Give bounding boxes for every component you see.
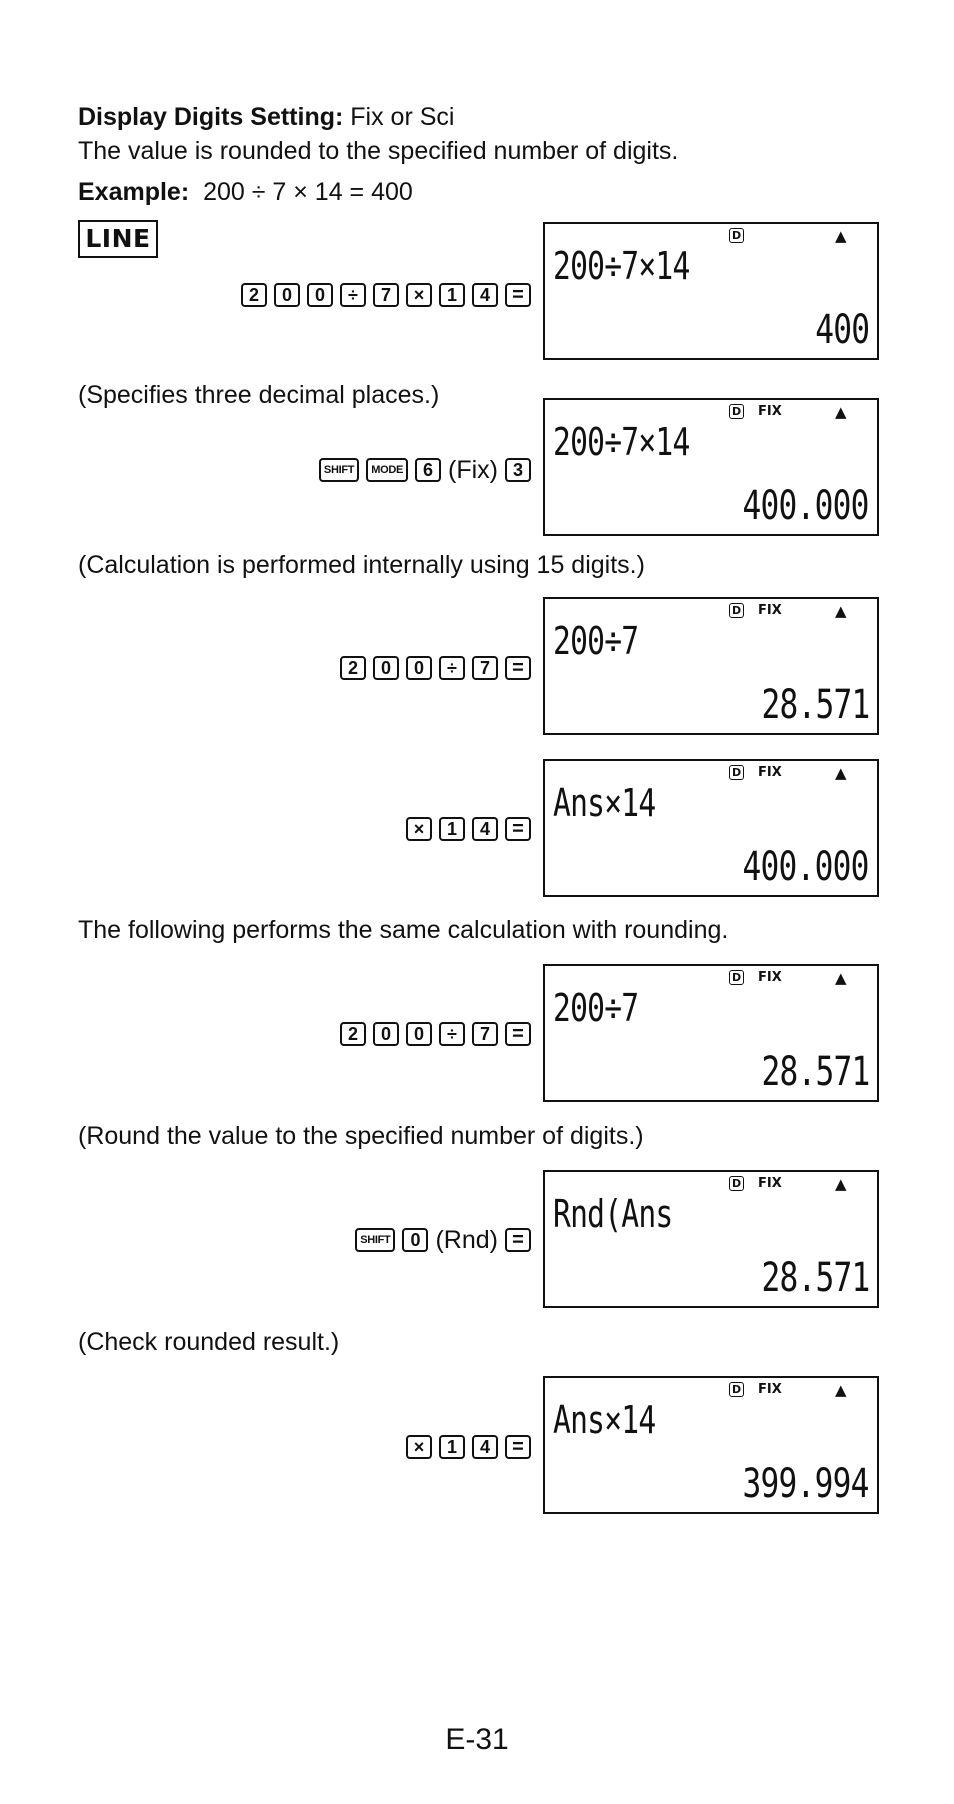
- key-sequence-7: [406, 1432, 531, 1462]
- screen-result: 400.000: [742, 844, 869, 890]
- key-4: 4: [472, 1435, 498, 1459]
- fix-indicator: FIX: [758, 1382, 782, 1397]
- up-arrow-icon: ▲: [835, 1381, 847, 1399]
- fix-indicator: FIX: [758, 1176, 782, 1191]
- key-4: 4: [472, 817, 498, 841]
- rnd-label: (Rnd): [435, 1225, 498, 1254]
- deg-indicator: D: [729, 765, 744, 780]
- example-line: [78, 177, 413, 207]
- key-0: 0: [406, 1022, 432, 1046]
- up-arrow-icon: ▲: [835, 969, 847, 987]
- fix-indicator: FIX: [758, 404, 782, 419]
- key-3: 3: [505, 458, 531, 482]
- up-arrow-icon: ▲: [835, 764, 847, 782]
- key-sequence-2: [319, 455, 531, 485]
- heading-label: Display Digits Setting:: [78, 103, 344, 131]
- key-equals: =: [505, 1022, 531, 1046]
- key-7: 7: [373, 283, 399, 307]
- key-equals: =: [505, 283, 531, 307]
- deg-indicator: D: [729, 970, 744, 985]
- screen-expression: Ans×14: [553, 781, 656, 825]
- fix-indicator: FIX: [758, 765, 782, 780]
- deg-indicator: D: [729, 1382, 744, 1397]
- screen-result: 28.571: [760, 1049, 869, 1095]
- key-7: 7: [472, 656, 498, 680]
- key-mode: MODE: [366, 458, 408, 482]
- key-7: 7: [472, 1022, 498, 1046]
- calc-screen-2: [543, 398, 879, 536]
- key-sequence-1: [241, 280, 531, 310]
- screen-expression: Rnd(Ans: [553, 1192, 673, 1236]
- key-0: 0: [274, 283, 300, 307]
- fix-label: (Fix): [448, 455, 498, 484]
- calc-screen-5: [543, 964, 879, 1102]
- page-number: E-31: [445, 1723, 509, 1756]
- screen-expression: 200÷7: [553, 619, 639, 663]
- screen-result: 400.000: [742, 483, 869, 529]
- key-2: 2: [340, 1022, 366, 1046]
- calc-screen-6: [543, 1170, 879, 1308]
- key-equals: =: [505, 1228, 531, 1252]
- screen-result: 399.994: [742, 1461, 869, 1507]
- heading-value: Fix or Sci: [350, 103, 455, 131]
- calc-screen-7: [543, 1376, 879, 1514]
- screen-result: 28.571: [760, 1255, 869, 1301]
- key-shift: SHIFT: [319, 458, 359, 482]
- key-0: 0: [406, 656, 432, 680]
- key-0: 0: [402, 1228, 428, 1252]
- key-equals: =: [505, 1435, 531, 1459]
- intro-text: The value is rounded to the specified number of digits.: [78, 137, 679, 165]
- key-sequence-3: [340, 653, 531, 683]
- calc-screen-4: [543, 759, 879, 897]
- line-mode-badge: LINE: [78, 220, 158, 258]
- key-divide: ÷: [439, 656, 465, 680]
- key-2: 2: [340, 656, 366, 680]
- screen-expression: 200÷7: [553, 986, 639, 1030]
- note-round-value: (Round the value to the specified number of digits.): [78, 1122, 644, 1150]
- key-6: 6: [415, 458, 441, 482]
- key-0: 0: [373, 1022, 399, 1046]
- up-arrow-icon: ▲: [835, 1175, 847, 1193]
- screen-result: 400: [814, 307, 869, 353]
- key-sequence-4: [406, 814, 531, 844]
- key-1: 1: [439, 283, 465, 307]
- example-expression: 200 ÷ 7 × 14 = 400: [203, 178, 413, 206]
- note-check: (Check rounded result.): [78, 1328, 340, 1356]
- deg-indicator: D: [729, 404, 744, 419]
- key-sequence-5: [340, 1019, 531, 1049]
- key-multiply: ×: [406, 283, 432, 307]
- deg-indicator: D: [729, 228, 744, 243]
- screen-expression: 200÷7×14: [553, 244, 690, 288]
- fix-indicator: FIX: [758, 970, 782, 985]
- key-0: 0: [307, 283, 333, 307]
- screen-expression: Ans×14: [553, 1398, 656, 1442]
- key-1: 1: [439, 1435, 465, 1459]
- section-heading: [78, 102, 454, 132]
- calc-screen-3: [543, 597, 879, 735]
- key-shift: SHIFT: [355, 1228, 395, 1252]
- fix-indicator: FIX: [758, 603, 782, 618]
- key-equals: =: [505, 817, 531, 841]
- screen-expression: 200÷7×14: [553, 420, 690, 464]
- key-1: 1: [439, 817, 465, 841]
- key-multiply: ×: [406, 817, 432, 841]
- key-sequence-6: [355, 1225, 531, 1255]
- example-label: Example:: [78, 178, 190, 206]
- key-divide: ÷: [340, 283, 366, 307]
- up-arrow-icon: ▲: [835, 227, 847, 245]
- key-multiply: ×: [406, 1435, 432, 1459]
- deg-indicator: D: [729, 1176, 744, 1191]
- up-arrow-icon: ▲: [835, 403, 847, 421]
- note-fix3: (Specifies three decimal places.): [78, 381, 440, 409]
- key-4: 4: [472, 283, 498, 307]
- up-arrow-icon: ▲: [835, 602, 847, 620]
- key-equals: =: [505, 656, 531, 680]
- deg-indicator: D: [729, 603, 744, 618]
- note-internal: (Calculation is performed internally using 15 digits.): [78, 551, 645, 579]
- screen-result: 28.571: [760, 682, 869, 728]
- calc-screen-1: [543, 222, 879, 360]
- key-divide: ÷: [439, 1022, 465, 1046]
- key-0: 0: [373, 656, 399, 680]
- note-rounding: The following performs the same calculation with rounding.: [78, 916, 729, 944]
- key-2: 2: [241, 283, 267, 307]
